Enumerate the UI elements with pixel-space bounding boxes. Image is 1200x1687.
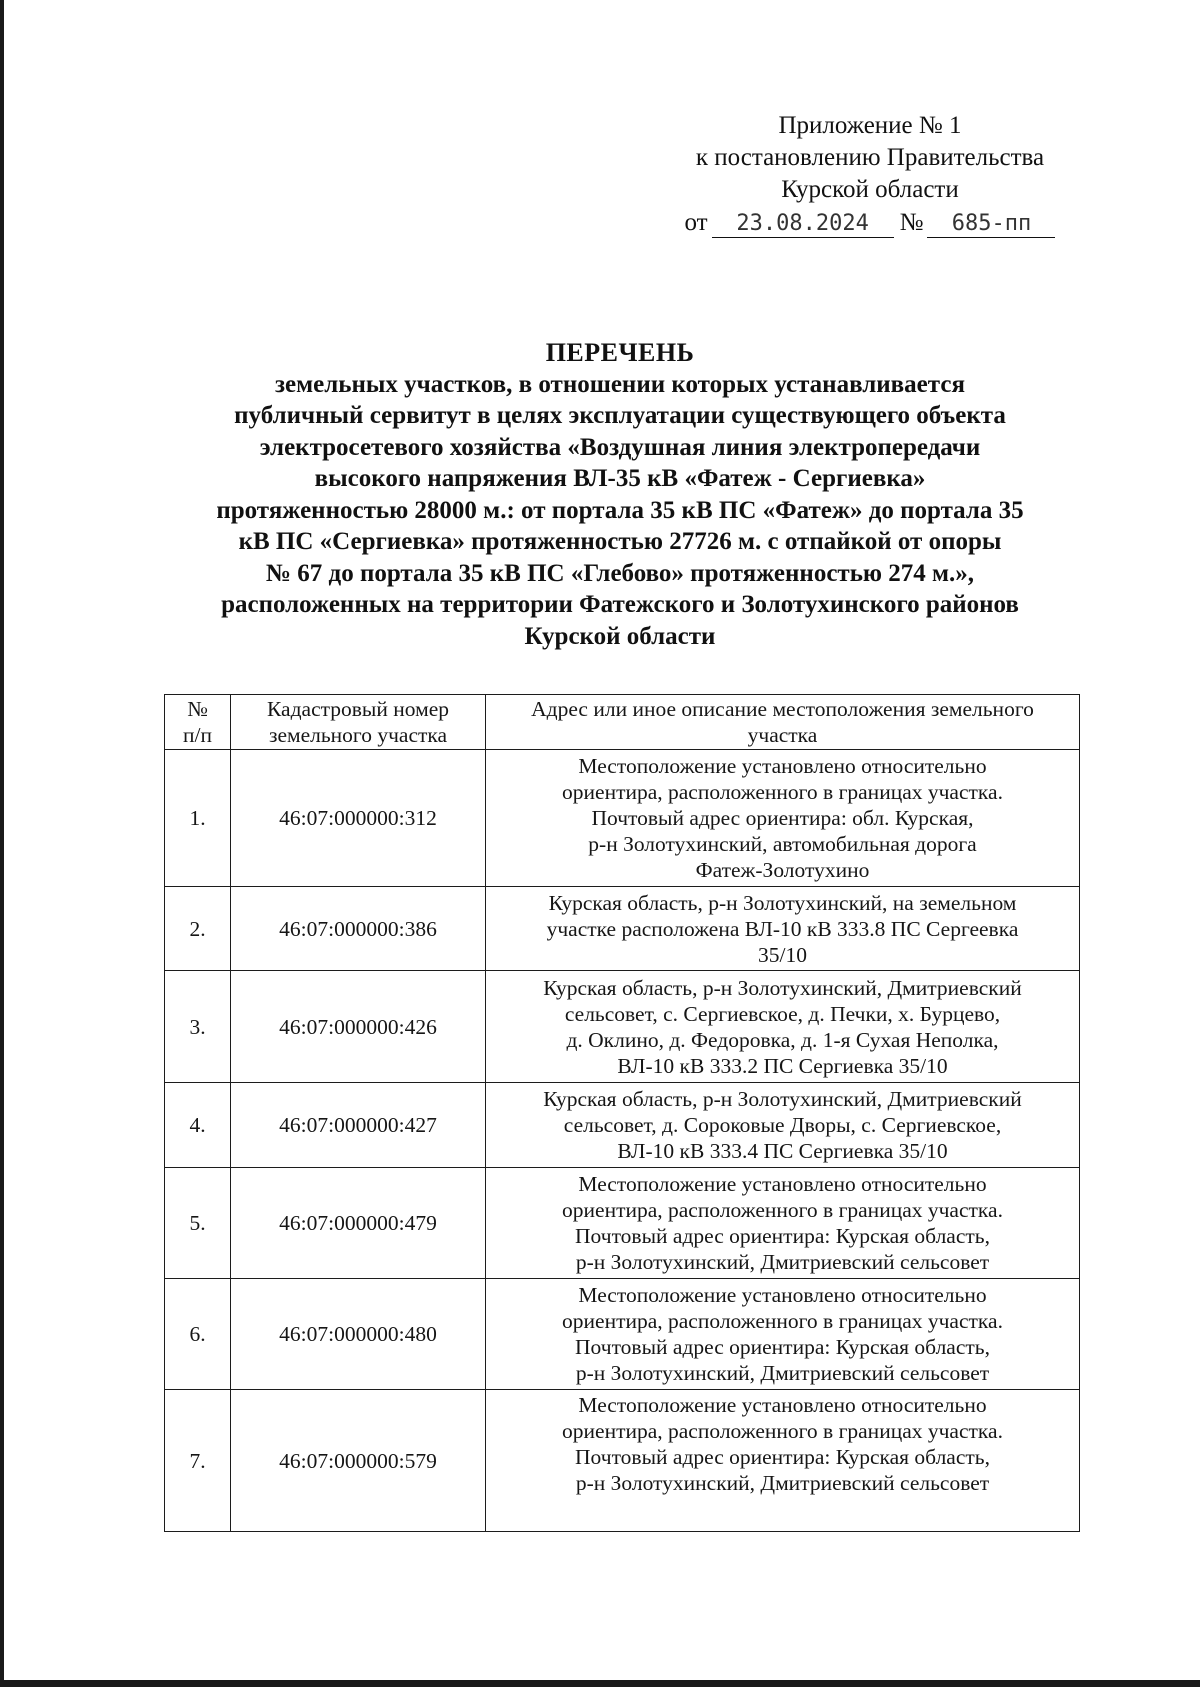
- title-line: протяженностью 28000 м.: от портала 35 кВ ПС «Фатеж» до портала 35: [216, 496, 1024, 524]
- address-cell: [486, 971, 1080, 1083]
- address-line: Почтовый адрес ориентира: Курская область,: [575, 1224, 990, 1248]
- address-line: Курская область, р-н Золотухинский, Дмитриевский: [543, 1087, 1022, 1111]
- header-address: Адрес или иное описание местоположения земельного участка: [486, 695, 1080, 750]
- table-header-row: [165, 695, 1080, 750]
- row-number: 5.: [165, 1168, 231, 1279]
- address-line: Почтовый адрес ориентира: Курская область,: [575, 1335, 990, 1359]
- table-row: [165, 887, 1080, 971]
- address-line: д. Оклино, д. Федоровка, д. 1-я Сухая Неполка,: [566, 1027, 999, 1052]
- appendix-line-1: Приложение № 1: [778, 112, 962, 139]
- parcels-table: [164, 694, 1080, 1532]
- address-line: Местоположение установлено относительно: [578, 1172, 987, 1196]
- title-line: публичный сервитут в целях эксплуатации существующего объекта: [234, 402, 1006, 429]
- address-line: Курская область, р-н Золотухинский, на земельном: [548, 890, 1017, 915]
- cadastral-number: 46:07:000000:386: [231, 887, 486, 971]
- table-row: [165, 1390, 1080, 1532]
- address-line: Курская область, р-н Золотухинский, Дмитриевский: [543, 975, 1022, 1000]
- address-line: Почтовый адрес ориентира: обл. Курская,: [591, 806, 974, 830]
- scan-edge-left: [0, 0, 4, 1687]
- header-cadastral: Кадастровый номер земельного участка: [231, 695, 486, 750]
- address-line: р-н Золотухинский, Дмитриевский сельсовет: [575, 1361, 990, 1385]
- address-line: ориентира, расположенного в границах участка.: [562, 1198, 1003, 1222]
- address-line: сельсовет, с. Сергиевское, д. Печки, х. Бурцево,: [564, 1001, 1001, 1026]
- title-line: расположенных на территории Фатежского и Золотухинского районов: [221, 591, 1019, 618]
- address-line: сельсовет, д. Сороковые Дворы, с. Сергиевское,: [563, 1113, 1002, 1137]
- address-cell: [486, 1279, 1080, 1390]
- cadastral-number: 46:07:000000:480: [231, 1279, 486, 1390]
- address-line: ориентира, расположенного в границах участка.: [562, 1419, 1003, 1443]
- row-number: 1.: [165, 750, 231, 887]
- document-title: [150, 337, 1090, 652]
- appendix-line-3: Курской области: [781, 176, 959, 203]
- address-cell: [486, 1390, 1080, 1532]
- appendix-header: [650, 110, 1090, 239]
- decree-number: 685-пп: [927, 211, 1055, 238]
- row-number: 3.: [165, 971, 231, 1083]
- address-cell: [486, 1168, 1080, 1279]
- address-line: р-н Золотухинский, Дмитриевский сельсовет: [575, 1250, 990, 1274]
- number-label: №: [899, 209, 924, 236]
- table-row: [165, 1083, 1080, 1168]
- address-line: Местоположение установлено относительно: [578, 1393, 987, 1417]
- cadastral-number: 46:07:000000:579: [231, 1390, 486, 1532]
- address-line: ВЛ-10 кВ 333.2 ПС Сергиевка 35/10: [617, 1053, 948, 1078]
- address-line: ориентира, расположенного в границах участка.: [562, 1309, 1003, 1333]
- title-line: земельных участков, в отношении которых устанавливается: [275, 370, 965, 398]
- address-cell: [486, 1083, 1080, 1168]
- scan-edge-bottom: [0, 1680, 1200, 1687]
- title-line: высокого напряжения ВЛ-35 кВ «Фатеж - Сергиевка»: [314, 465, 926, 492]
- address-line: участке расположена ВЛ-10 кВ 333.8 ПС Сергеевка: [546, 916, 1019, 941]
- cadastral-number: 46:07:000000:427: [231, 1083, 486, 1168]
- cadastral-number: 46:07:000000:479: [231, 1168, 486, 1279]
- address-line: ВЛ-10 кВ 333.4 ПС Сергиевка 35/10: [617, 1139, 948, 1163]
- address-line: 35/10: [758, 942, 807, 967]
- address-line: Фатеж-Золотухино: [695, 858, 870, 882]
- row-number: 4.: [165, 1083, 231, 1168]
- address-line: ориентира, расположенного в границах участка.: [562, 780, 1003, 804]
- title-line: кВ ПС «Сергиевка» протяженностью 27726 м. с отпайкой от опоры: [238, 528, 1002, 555]
- address-line: р-н Золотухинский, Дмитриевский сельсовет: [575, 1471, 990, 1495]
- cadastral-number: 46:07:000000:312: [231, 750, 486, 887]
- address-line: Местоположение установлено относительно: [578, 1283, 987, 1307]
- from-label: от: [684, 209, 708, 236]
- address-line: Местоположение установлено относительно: [578, 754, 987, 778]
- table-row: [165, 1168, 1080, 1279]
- header-num: № п/п: [165, 695, 231, 750]
- title-line: № 67 до портала 35 кВ ПС «Глебово» протяженностью 274 м.»,: [265, 559, 975, 587]
- row-number: 2.: [165, 887, 231, 971]
- title-line: электросетевого хозяйства «Воздушная линия электропередачи: [259, 433, 981, 461]
- title-main: ПЕРЕЧЕНЬ: [545, 338, 695, 367]
- row-number: 6.: [165, 1279, 231, 1390]
- row-number: 7.: [165, 1390, 231, 1532]
- appendix-line-2: к постановлению Правительства: [695, 144, 1045, 171]
- table-row: [165, 971, 1080, 1083]
- table-row: [165, 750, 1080, 887]
- address-cell: [486, 750, 1080, 887]
- table-row: [165, 1279, 1080, 1390]
- address-cell: [486, 887, 1080, 971]
- address-line: Почтовый адрес ориентира: Курская область,: [575, 1445, 990, 1469]
- appendix-date-line: [650, 207, 1090, 239]
- decree-date: 23.08.2024: [712, 211, 894, 238]
- cadastral-number: 46:07:000000:426: [231, 971, 486, 1083]
- title-line: Курской области: [524, 622, 716, 650]
- address-line: р-н Золотухинский, автомобильная дорога: [588, 832, 977, 856]
